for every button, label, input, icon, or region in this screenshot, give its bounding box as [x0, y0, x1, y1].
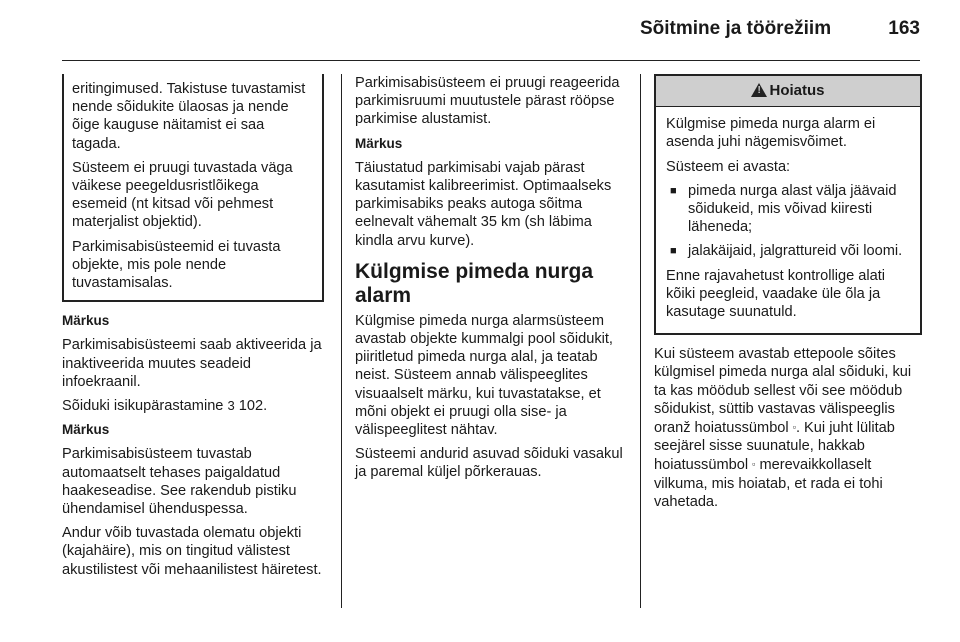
- reference-arrow-icon: 3: [227, 398, 235, 414]
- note-label: Märkus: [62, 313, 110, 329]
- warning-body: [656, 107, 920, 333]
- body-paragraph: Külgmise pimeda nurga alarmsüsteem avastab objekte kummalgi pool sõidukit, piiritletud pimeda nurga alal, ja teatab neist. Süsteem annab välispeeglites visuaalselt märku, kui tuvastatakse, et mõni objekt ei pruugi olla sise- ja välispeeglitest nähtav.: [355, 312, 613, 439]
- reference-text: Sõiduki isikupärastamine: [62, 398, 224, 415]
- note-block: [62, 421, 324, 518]
- body-text: . Kui juht lülitab seejärel sisse suunatule, hakkab hoiatussümbol: [654, 420, 895, 474]
- warning-triangle-icon: [751, 83, 767, 97]
- page-number: 163: [888, 18, 920, 39]
- note-block: [355, 135, 633, 250]
- warning-box: [654, 74, 922, 335]
- warning-bullet: ■ jalakäijaid, jalgrattureid või loomi.: [666, 242, 910, 260]
- blind-spot-symbol-icon: ▫: [752, 459, 756, 470]
- warning-header: [656, 76, 920, 107]
- body-text: Kui süsteem avastab ettepoole sõites külgmisel pimeda nurga alal sõiduki, kui ta kas möödub sellest või see möödub sõidukist, süttib vastavas välispeeglis oranž hoiatussümbol: [654, 346, 912, 437]
- note-text: Täiustatud parkimisabi vajab pärast kasutamist kalibreerimist. Optimaalseks parkimisabiks peaks autoga sõitma eelnevalt vähemalt 35 km (sh läbima kindla arvu kurve).: [355, 159, 612, 249]
- page-title: Sõitmine ja töörežiim: [640, 18, 832, 39]
- body-paragraph: Parkimisabisüsteem ei pruugi reageerida parkimisruumi muutustele pärast rööpse parkimise alustamist.: [355, 75, 620, 128]
- column-2: [355, 74, 633, 488]
- warning-paragraph: Enne rajavahetust kontrollige alati kõiki peegleid, vaadake üle õla ja kasutage suunatuld.: [666, 267, 886, 321]
- warning-bullet: ■ pimeda nurga alast välja jäävaid sõidukeid, mis võivad kiiresti läheneda;: [666, 182, 910, 237]
- note-label: Märkus: [62, 422, 110, 438]
- note-block: [62, 312, 324, 391]
- reference-page: 102.: [238, 398, 268, 415]
- blind-spot-symbol-icon: ▫: [792, 422, 796, 433]
- column-1: [62, 74, 324, 585]
- box-paragraph: eritingimused. Takistuse tuvastamist nende sõidukite ülaosas ja nende õige kauguse näitamist ei saa tagada.: [72, 81, 306, 152]
- continued-box: [62, 74, 324, 302]
- cross-reference: [62, 397, 324, 415]
- header-divider: [62, 60, 920, 61]
- warning-paragraph: Süsteem ei avasta:: [666, 158, 791, 175]
- box-paragraph: Parkimisabisüsteemid ei tuvasta objekte, mis pole nende tuvastamisalas.: [72, 238, 281, 292]
- column-3: [654, 74, 922, 517]
- body-paragraph: [654, 345, 922, 511]
- warning-title: Hoiatus: [769, 82, 825, 99]
- warning-paragraph: Külgmise pimeda nurga alarm ei asenda juhi nägemisvõimet.: [666, 116, 876, 151]
- body-paragraph: Süsteemi andurid asuvad sõiduki vasakul ja paremal küljel põrkerauas.: [355, 446, 623, 481]
- column-divider-2: [640, 74, 641, 608]
- body-text: merevaikkollaselt vilkuma, mis hoiatab, et rada ei tohi vahetada.: [654, 457, 883, 510]
- section-heading: Külgmise pimeda nurga alarm: [355, 259, 594, 307]
- body-paragraph: Andur võib tuvastada olematu objekti (kajahäire), mis on tingitud välistest akustilistest või mehaanilistest häiretest.: [62, 525, 322, 578]
- column-divider-1: [341, 74, 342, 608]
- box-paragraph: Süsteem ei pruugi tuvastada väga väikese peegeldusristlõikega esemeid (nt kitsad või pehmest materjalist objektid).: [72, 159, 293, 231]
- note-text: Parkimisabisüsteemi saab aktiveerida ja inaktiveerida muutes seadeid infoekraanil.: [62, 337, 322, 390]
- note-text: Parkimisabisüsteem tuvastab automaatselt tehases paigaldatud haakeseadise. See rakendub pistiku ühendamisel ühenduspessa.: [62, 446, 297, 518]
- note-label: Märkus: [355, 135, 403, 151]
